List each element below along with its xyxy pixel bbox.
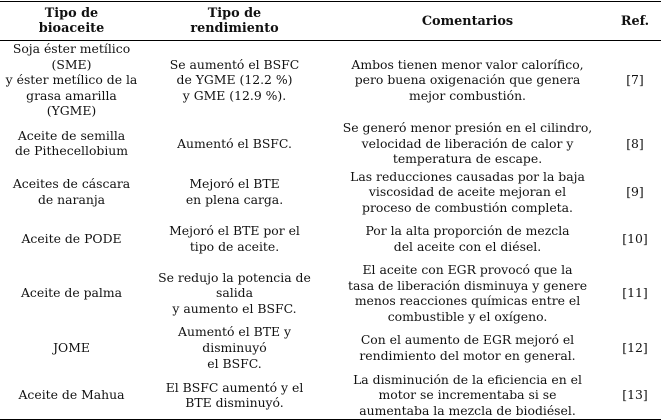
table-row xyxy=(0,168,661,216)
bio-oil-performance-table xyxy=(0,1,661,420)
header-ref: Ref. xyxy=(609,2,661,41)
cell-ref: [12] xyxy=(622,339,648,355)
cell-rendimiento: Aumentó el BTE y disminuyó el BSFC. xyxy=(178,324,291,371)
table-row xyxy=(0,41,661,119)
table-row xyxy=(0,119,661,168)
table-row xyxy=(0,324,661,371)
cell-rendimiento: Se aumentó el BSFC de YGME (12.2 %) y GME (12.9 %). xyxy=(169,56,300,103)
cell-ref: [10] xyxy=(622,231,648,247)
cell-comentarios: Se generó menor presión en el cilindro, velocidad de liberación de calor y temperatura de escape. xyxy=(342,120,593,167)
table-row xyxy=(0,216,661,262)
cell-bioaceite: Aceite de palma xyxy=(20,285,123,301)
cell-rendimiento: Se redujo la potencia de salida y aumento el BSFC. xyxy=(158,269,311,316)
cell-ref: [7] xyxy=(626,72,644,88)
cell-ref: [13] xyxy=(609,371,661,420)
cell-comentarios: Por la alta proporción de mezcla del aceite con el diésel. xyxy=(365,223,570,254)
table-header-row xyxy=(0,2,661,41)
header-tipo-bioaceite: Tipo de bioaceite xyxy=(0,2,143,41)
cell-comentarios: Las reducciones causadas por la baja viscosidad de aceite mejoran el proceso de combustión completa. xyxy=(350,168,585,215)
cell-bioaceite: Soja éster metílico (SME) y éster metílico de la grasa amarilla (YGME) xyxy=(5,41,138,119)
cell-rendimiento: Mejoró el BTE en plena carga. xyxy=(185,176,284,207)
cell-rendimiento: Mejoró el BTE por el tipo de aceite. xyxy=(169,223,300,254)
table-row xyxy=(0,262,661,324)
header-tipo-rendimiento: Tipo de rendimiento xyxy=(143,2,326,41)
header-comentarios: Comentarios xyxy=(326,2,609,41)
cell-comentarios: Ambos tienen menor valor calorífico, pero buena oxigenación que genera mejor combustión. xyxy=(351,56,584,103)
cell-bioaceite: Aceite de Mahua xyxy=(0,371,143,420)
cell-rendimiento: Aumentó el BSFC. xyxy=(177,135,292,151)
cell-ref: [8] xyxy=(626,135,644,151)
cell-comentarios: El aceite con EGR provocó que la tasa de liberación disminuya y genere menos reacciones químicas entre el combustible y el oxígeno. xyxy=(347,261,588,324)
table-row xyxy=(0,371,661,420)
cell-bioaceite: Aceite de semilla de Pithecellobium xyxy=(14,127,129,159)
cell-bioaceite: JOME xyxy=(53,339,90,355)
cell-rendimiento: El BSFC aumentó y el BTE disminuyó. xyxy=(143,371,326,420)
cell-comentarios: Con el aumento de EGR mejoró el rendimiento del motor en general. xyxy=(359,332,576,363)
cell-bioaceite: Aceites de cáscara de naranja xyxy=(12,176,131,207)
cell-ref: [11] xyxy=(622,285,648,301)
cell-bioaceite: Aceite de PODE xyxy=(21,231,122,247)
cell-comentarios: La disminución de la eficiencia en el motor se incrementaba si se aumentaba la mezcla de biodiésel. xyxy=(326,371,609,420)
cell-ref: [9] xyxy=(626,184,644,200)
